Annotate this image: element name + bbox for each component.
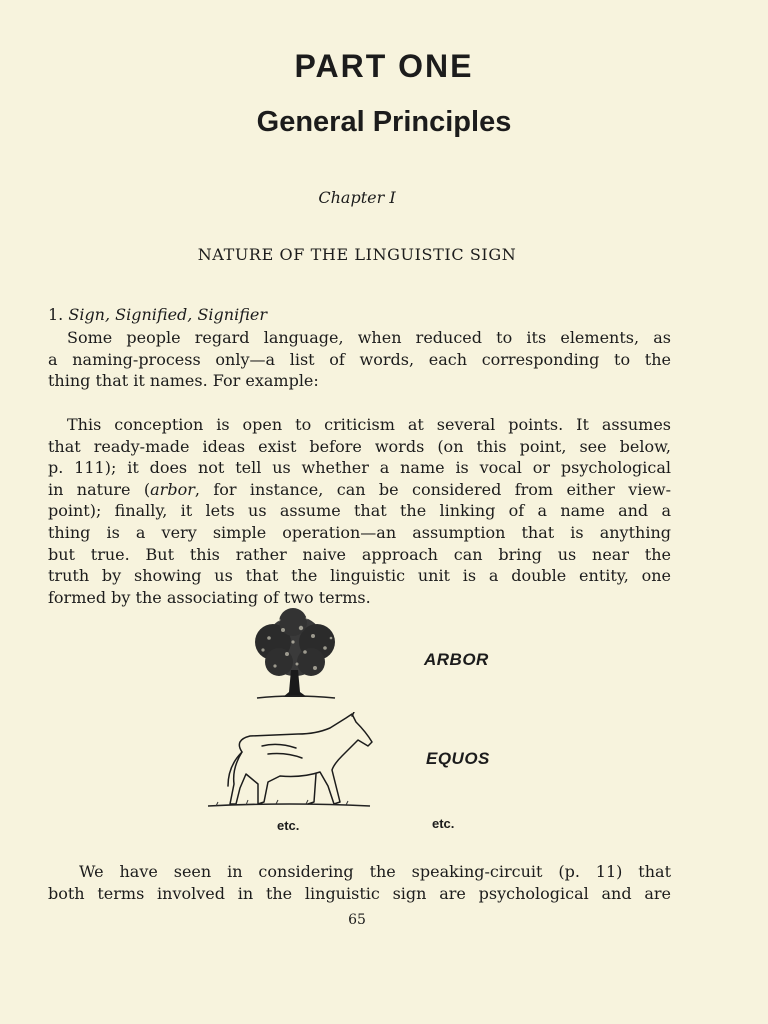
text-line	[48, 479, 671, 501]
section-title: General Principles	[256, 106, 512, 138]
horse-illustration	[206, 712, 374, 812]
chapter-label: Chapter I	[318, 188, 396, 207]
text-line: Some people regard language, when reduced to its elements, as	[67, 328, 671, 347]
text-line: thing is a very simple operation—an assumption that is anything	[48, 522, 671, 542]
text-line: both terms involved in the linguistic sign are psychological and are	[48, 883, 671, 903]
text-line: truth by showing us that the linguistic unit is a double entity, one	[48, 566, 671, 586]
text-line: This conception is open to criticism at several points. It assumes	[67, 415, 671, 434]
text-line: We have seen in considering the speaking-circuit (p. 11) that	[79, 862, 671, 881]
text-line: formed by the associating of two terms.	[48, 587, 371, 607]
chapter-title: NATURE OF THE LINGUISTIC SIGN	[197, 245, 517, 264]
subsection-title: Sign, Signified, Signifier	[68, 305, 267, 324]
text-line: but true. But this rather naive approach can bring us near the	[48, 544, 671, 564]
subsection-heading	[48, 305, 267, 324]
latin-word-arbor: arbor	[150, 479, 195, 499]
tree-illustration	[243, 608, 347, 704]
part-title: PART ONE	[294, 48, 474, 84]
text-run: in nature (	[48, 479, 151, 499]
text-run: , for instance, can be considered from either view-	[194, 479, 672, 499]
word-arbor: ARBOR	[424, 650, 489, 669]
paragraph-speaking-circuit	[48, 861, 671, 904]
paragraph-intro	[48, 327, 671, 392]
subsection-number: 1.	[48, 305, 64, 324]
text-line: a naming-process only—a list of words, each corresponding to the	[48, 349, 671, 369]
word-equos: EQUOS	[426, 749, 490, 768]
text-line: thing that it names. For example:	[48, 371, 319, 391]
paragraph-criticism	[48, 414, 671, 608]
text-line: p. 111); it does not tell us whether a name is vocal or psychological	[48, 458, 671, 478]
text-line: that ready-made ideas exist before words (on this point, see below,	[48, 436, 671, 456]
text-line: point); finally, it lets us assume that the linking of a name and a	[48, 501, 671, 521]
etc-label-right: etc.	[432, 816, 455, 831]
page-number: 65	[348, 912, 366, 928]
etc-label-left: etc.	[277, 818, 300, 833]
